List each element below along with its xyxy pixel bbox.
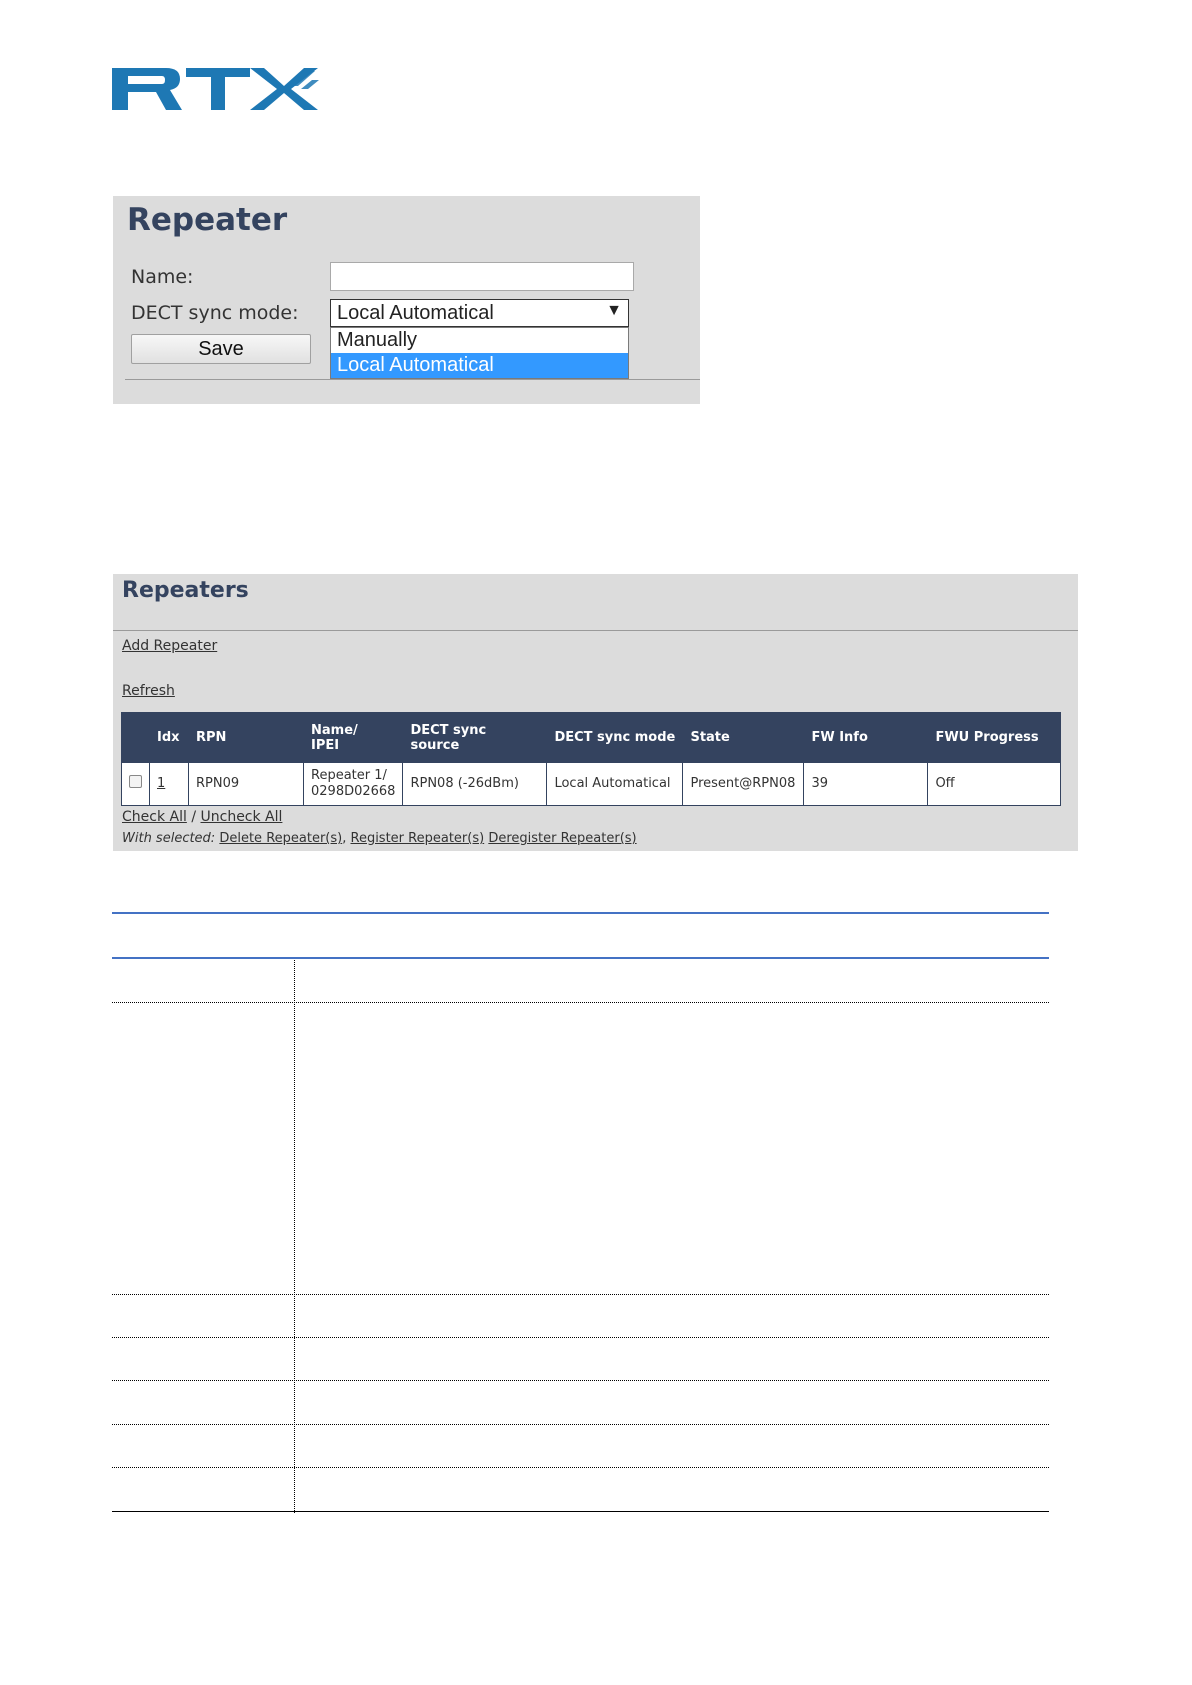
col-header-rpn: RPN: [189, 713, 304, 763]
sync-mode-cell: Local Automatical: [547, 763, 683, 806]
add-repeater-link[interactable]: Add Repeater: [122, 638, 218, 654]
sync-option-local-automatical[interactable]: Local Automatical: [331, 353, 628, 378]
col-header-fw-info: FW Info: [804, 713, 928, 763]
sync-mode-label: DECT sync mode:: [131, 302, 299, 324]
repeaters-title: Repeaters: [122, 578, 249, 603]
col-header-sync-mode: DECT sync mode: [547, 713, 683, 763]
doc-table-header-border: [112, 957, 1049, 959]
col-header-name-ipei: Name/ IPEI: [304, 713, 403, 763]
sync-mode-dropdown-list: [330, 327, 629, 379]
doc-table-row-border: [112, 1424, 1049, 1425]
rtx-logo: [112, 68, 324, 110]
doc-table-column-divider: [294, 960, 295, 1513]
register-repeaters-link[interactable]: Register Repeater(s): [350, 831, 485, 846]
doc-table-bottom-border: [112, 1511, 1049, 1512]
sync-mode-selected-value: Local Automatical: [337, 302, 494, 324]
save-button[interactable]: Save: [131, 334, 311, 364]
doc-table-top-border: [112, 912, 1049, 914]
fwu-progress-cell: Off: [928, 763, 1061, 806]
name-label: Name:: [131, 266, 194, 288]
doc-table-row-border: [112, 1294, 1049, 1295]
idx-cell: [150, 763, 189, 806]
doc-table-row-border: [112, 1002, 1049, 1003]
divider: [125, 379, 700, 380]
repeater-form-title: Repeater: [127, 202, 288, 238]
check-all-link[interactable]: Check All: [122, 809, 187, 825]
table-header-row: [122, 713, 1061, 763]
idx-link[interactable]: 1: [157, 776, 166, 791]
fw-info-cell: 39: [804, 763, 928, 806]
col-header-state: State: [683, 713, 804, 763]
refresh-link[interactable]: Refresh: [122, 683, 175, 699]
repeaters-panel: [113, 574, 1078, 851]
delete-repeaters-link[interactable]: Delete Repeater(s): [219, 831, 343, 846]
row-checkbox[interactable]: [129, 775, 142, 788]
col-header-select: [122, 713, 150, 763]
name-input[interactable]: [330, 262, 634, 291]
repeater-form-panel: [113, 196, 700, 404]
name-ipei-cell: Repeater 1/ 0298D02668: [304, 763, 403, 806]
col-header-idx: Idx: [150, 713, 189, 763]
doc-table-row-border: [112, 1467, 1049, 1468]
doc-table-row-border: [112, 1380, 1049, 1381]
with-selected-label: With selected:: [122, 831, 216, 846]
deregister-repeaters-link[interactable]: Deregister Repeater(s): [488, 831, 637, 846]
dropdown-arrow-icon: ▼: [606, 302, 622, 319]
col-header-sync-source: DECT sync source: [403, 713, 547, 763]
bulk-actions: With selected: Delete Repeater(s), Register Repeater(s) Deregister Repeater(s): [122, 831, 637, 846]
row-select-cell: [122, 763, 150, 806]
divider: [113, 630, 1078, 631]
doc-table-row-border: [112, 1337, 1049, 1338]
check-controls: [122, 809, 282, 825]
table-row: [122, 763, 1061, 806]
separator: /: [186, 809, 201, 825]
uncheck-all-link[interactable]: Uncheck All: [200, 809, 283, 825]
rpn-cell: RPN09: [189, 763, 304, 806]
repeaters-table: [121, 712, 1061, 806]
sync-mode-select[interactable]: [330, 299, 629, 327]
sync-option-manually[interactable]: Manually: [337, 329, 418, 351]
sync-source-cell: RPN08 (-26dBm): [403, 763, 547, 806]
col-header-fwu-progress: FWU Progress: [928, 713, 1061, 763]
state-cell: Present@RPN08: [683, 763, 804, 806]
